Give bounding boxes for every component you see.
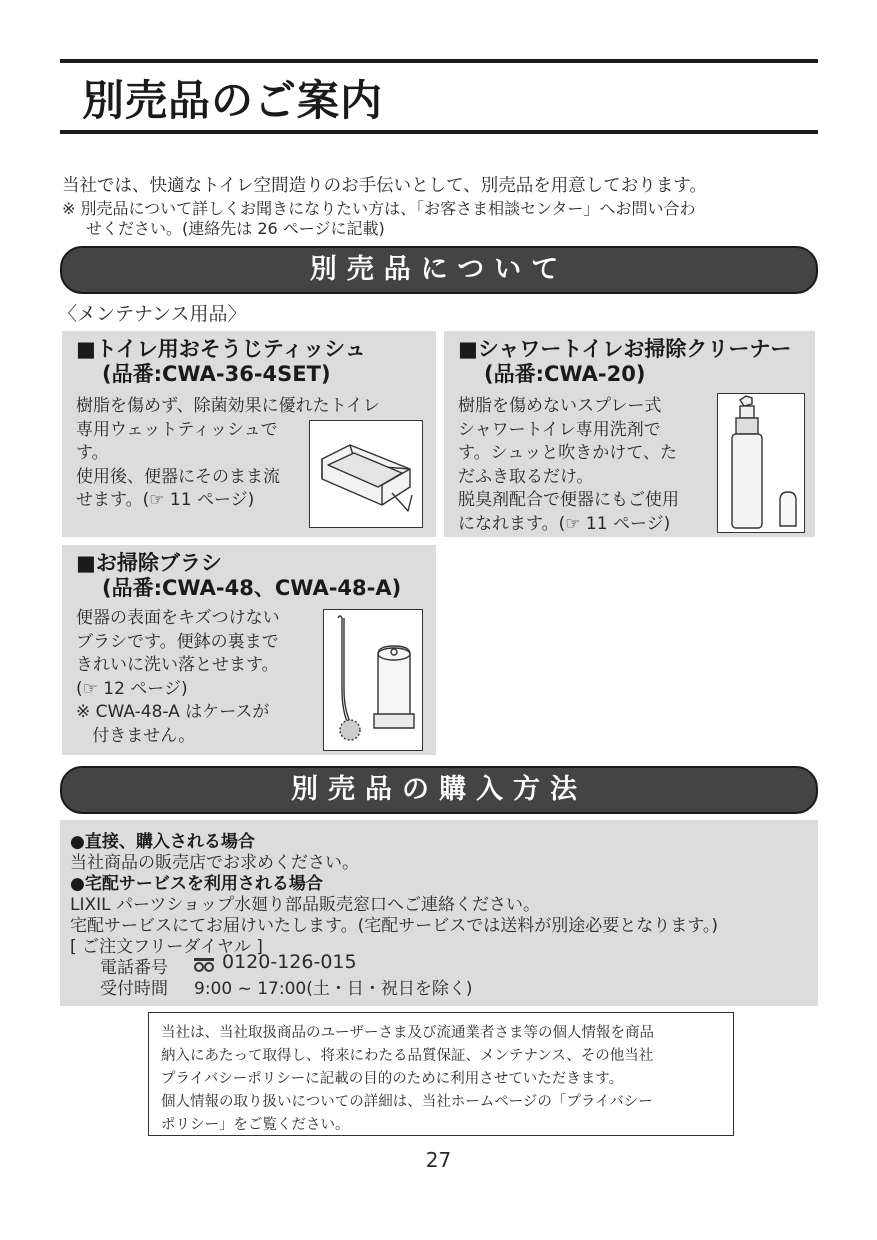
hours-label: 受付時間 xyxy=(100,979,168,999)
desc-line: 樹脂を傷めず、除菌効果に優れたトイレ xyxy=(76,396,380,416)
page-title: 別売品のご案内 xyxy=(82,76,384,125)
privacy-line: プライバシーポリシーに記載の目的のために利用させていただきます。 xyxy=(161,1071,624,1087)
product-card-brush xyxy=(62,545,436,755)
product-name: ■シャワートイレお掃除クリーナー xyxy=(458,337,792,361)
product-name: ■お掃除ブラシ xyxy=(76,551,222,575)
privacy-line: 納入にあたって取得し、将来にわたる品質保証、メンテナンス、その他当社 xyxy=(161,1048,654,1064)
desc-line: す。シュッと吹きかけて、た xyxy=(458,443,677,463)
desc-line: す。 xyxy=(76,443,109,463)
product-title xyxy=(76,337,366,387)
product-card-cleaner xyxy=(444,331,815,537)
section-heading-products: 別売品について xyxy=(60,246,818,294)
direct-purchase-title: ●直接、購入される場合 xyxy=(70,832,255,852)
product-description xyxy=(458,395,679,536)
privacy-line: ポリシー」をご覧ください。 xyxy=(161,1117,350,1133)
product-code: (品番:CWA-20) xyxy=(484,362,646,386)
desc-line: 使用後、便器にそのまま流 xyxy=(76,466,280,487)
section-heading-purchase: 別売品の購入方法 xyxy=(60,766,818,814)
maintenance-subheading: 〈メンテナンス用品〉 xyxy=(58,303,247,325)
hours-text: 9:00 ~ 17:00(土・日・祝日を除く) xyxy=(194,979,473,999)
direct-purchase-text: 当社商品の販売店でお求めください。 xyxy=(70,853,359,873)
product-description xyxy=(76,607,280,748)
phone-number: 0120-126-015 xyxy=(222,951,357,973)
note-line-2: せください。(連絡先は 26 ページに記載) xyxy=(86,219,385,238)
desc-line: だふき取るだけ。 xyxy=(458,466,594,487)
phone-label: 電話番号 xyxy=(100,958,168,978)
product-code: (品番:CWA-48、CWA-48-A) xyxy=(102,576,402,600)
privacy-line: 当社は、当社取扱商品のユーザーさま及び流通業者さま等の個人情報を商品 xyxy=(161,1025,654,1041)
free-dial-icon xyxy=(194,957,214,971)
product-code: (品番:CWA-36-4SET) xyxy=(102,362,331,386)
desc-line: 樹脂を傷めないスプレー式 xyxy=(458,396,662,416)
desc-line: きれいに洗い落とせます。 xyxy=(76,655,279,675)
toilet-brush-icon xyxy=(324,610,422,750)
desc-line: 便器の表面をキズつけない xyxy=(76,608,280,628)
freedial-label: [ ご注文フリーダイヤル ] xyxy=(70,937,263,957)
desc-line: 付きません。 xyxy=(76,725,196,746)
delivery-text-1: LIXIL パーツショップ水廻り部品販売窓口へご連絡ください。 xyxy=(70,895,540,915)
desc-line: ブラシです。便鉢の裏まで xyxy=(76,631,279,652)
title-bottom-rule xyxy=(60,130,818,134)
privacy-notice xyxy=(148,1012,734,1136)
desc-line: 脱臭剤配合で便器にもご使用 xyxy=(458,490,679,510)
product-title xyxy=(76,551,401,601)
desc-line: せます。(☞ 11 ページ) xyxy=(76,490,255,510)
desc-line: (☞ 12 ページ) xyxy=(76,678,188,699)
spray-bottle-icon xyxy=(718,394,804,532)
desc-line: 専用ウェットティッシュで xyxy=(76,419,278,440)
spray-bottle-illustration xyxy=(717,393,805,533)
intro-text: 当社では、快適なトイレ空間造りのお手伝いとして、別売品を用意しております。 xyxy=(62,176,707,196)
purchase-info xyxy=(60,820,818,1006)
delivery-text-2: 宅配サービスにてお届けいたします。(宅配サービスでは送料が別途必要となります。) xyxy=(70,916,719,936)
toilet-brush-illustration xyxy=(323,609,423,751)
delivery-title: ●宅配サービスを利用される場合 xyxy=(70,874,323,894)
product-card-tissue xyxy=(62,331,436,537)
title-top-rule xyxy=(60,59,818,63)
product-title xyxy=(458,337,791,387)
desc-line: になれます。(☞ 11 ページ) xyxy=(458,513,671,534)
desc-line: シャワートイレ専用洗剤で xyxy=(458,419,661,440)
desc-line: ※ CWA-48-A はケースが xyxy=(76,702,270,722)
privacy-line: 個人情報の取り扱いについての詳細は、当社ホームページの「プライバシー xyxy=(161,1094,653,1110)
page-number: 27 xyxy=(425,1148,452,1172)
wet-tissue-pack-icon xyxy=(310,421,422,527)
wet-tissue-pack-illustration xyxy=(309,420,423,528)
product-name: ■トイレ用おそうじティッシュ xyxy=(76,337,366,361)
note-line-1: ※ 別売品について詳しくお聞きになりたい方は、「お客さま相談センター」へお問い合わ xyxy=(62,199,696,218)
